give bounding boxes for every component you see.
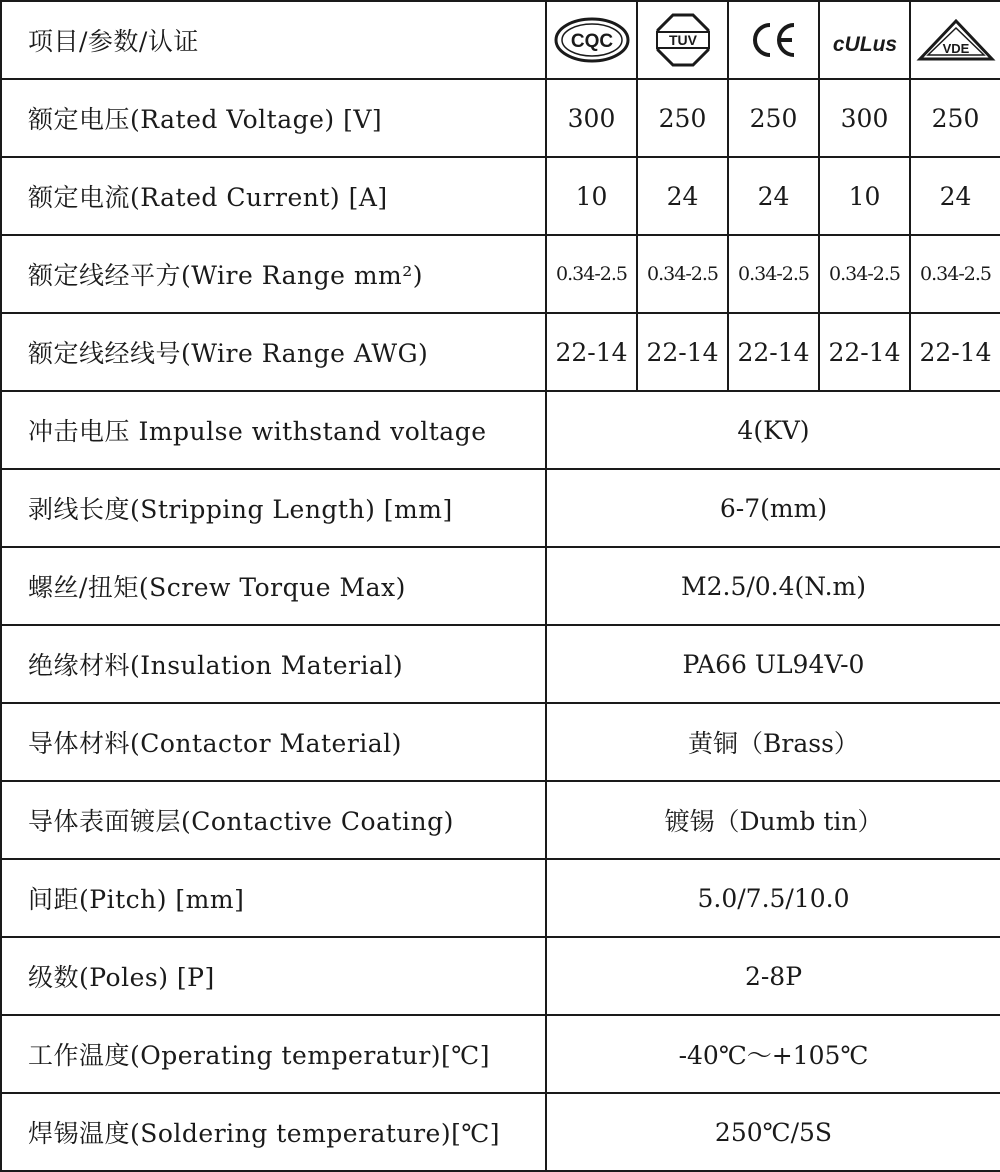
- cell-value: 4(KV): [546, 391, 1000, 469]
- row-label: 冲击电压 Impulse withstand voltage: [1, 391, 546, 469]
- table-row: [1, 1093, 1000, 1171]
- cell-value: 6-7(mm): [546, 469, 1000, 547]
- cell-value: 0.34-2.5: [728, 235, 819, 313]
- cell-value: 5.0/7.5/10.0: [546, 859, 1000, 937]
- table-row: [1, 625, 1000, 703]
- row-label: 级数(Poles) [P]: [1, 937, 546, 1015]
- table-row: [1, 391, 1000, 469]
- cell-value: 250: [637, 79, 728, 157]
- table-row: [1, 157, 1000, 235]
- table-row: [1, 235, 1000, 313]
- cqc-mark-text: CQC: [570, 31, 613, 52]
- cell-value: 24: [728, 157, 819, 235]
- row-label: 导体表面镀层(Contactive Coating): [1, 781, 546, 859]
- cell-value: PA66 UL94V-0: [546, 625, 1000, 703]
- cell-value: 22-14: [546, 313, 637, 391]
- cell-value: 22-14: [910, 313, 1000, 391]
- table-row: [1, 937, 1000, 1015]
- cell-value: 24: [910, 157, 1000, 235]
- table-row: [1, 79, 1000, 157]
- cell-value: 22-14: [728, 313, 819, 391]
- tuv-mark-icon: [637, 1, 728, 79]
- tuv-mark-text: TUV: [668, 32, 697, 48]
- vde-mark-text: VDE: [942, 41, 969, 56]
- table-row: [1, 781, 1000, 859]
- table-row: [1, 703, 1000, 781]
- header-label: 项目/参数/认证: [1, 1, 546, 79]
- ul-mark-text: cULus: [832, 33, 897, 56]
- cell-value: 0.34-2.5: [819, 235, 910, 313]
- cell-value: 22-14: [637, 313, 728, 391]
- cell-value: 2-8P: [546, 937, 1000, 1015]
- row-label: 额定电流(Rated Current) [A]: [1, 157, 546, 235]
- cell-value: 250℃/5S: [546, 1093, 1000, 1171]
- ul-mark-icon: [819, 1, 910, 79]
- row-label: 额定线经线号(Wire Range AWG): [1, 313, 546, 391]
- row-label: 间距(Pitch) [mm]: [1, 859, 546, 937]
- cqc-mark-icon: [546, 1, 637, 79]
- cell-value: 0.34-2.5: [546, 235, 637, 313]
- row-label: 绝缘材料(Insulation Material): [1, 625, 546, 703]
- table-row: [1, 469, 1000, 547]
- header-row: [1, 1, 1000, 79]
- cell-value: 300: [819, 79, 910, 157]
- table-row: [1, 1015, 1000, 1093]
- row-label: 导体材料(Contactor Material): [1, 703, 546, 781]
- cell-value: 250: [728, 79, 819, 157]
- row-label: 额定线经平方(Wire Range mm²): [1, 235, 546, 313]
- row-label: 螺丝/扭矩(Screw Torque Max): [1, 547, 546, 625]
- cell-value: 250: [910, 79, 1000, 157]
- row-label: 焊锡温度(Soldering temperature)[℃]: [1, 1093, 546, 1171]
- cell-value: M2.5/0.4(N.m): [546, 547, 1000, 625]
- vde-mark-icon: [910, 1, 1000, 79]
- cell-value: 0.34-2.5: [910, 235, 1000, 313]
- cell-value: 10: [546, 157, 637, 235]
- ce-mark-text: CE: [745, 17, 747, 18]
- row-label: 剥线长度(Stripping Length) [mm]: [1, 469, 546, 547]
- cell-value: 10: [819, 157, 910, 235]
- cell-value: 300: [546, 79, 637, 157]
- ce-mark-icon: [728, 1, 819, 79]
- cell-value: 0.34-2.5: [637, 235, 728, 313]
- cell-value: 镀锡（Dumb tin）: [546, 781, 1000, 859]
- row-label: 额定电压(Rated Voltage) [V]: [1, 79, 546, 157]
- table-row: [1, 313, 1000, 391]
- cell-value: 黄铜（Brass）: [546, 703, 1000, 781]
- table-row: [1, 547, 1000, 625]
- cell-value: 22-14: [819, 313, 910, 391]
- row-label: 工作温度(Operating temperatur)[℃]: [1, 1015, 546, 1093]
- cell-value: 24: [637, 157, 728, 235]
- table-row: [1, 859, 1000, 937]
- cell-value: -40℃～+105℃: [546, 1015, 1000, 1093]
